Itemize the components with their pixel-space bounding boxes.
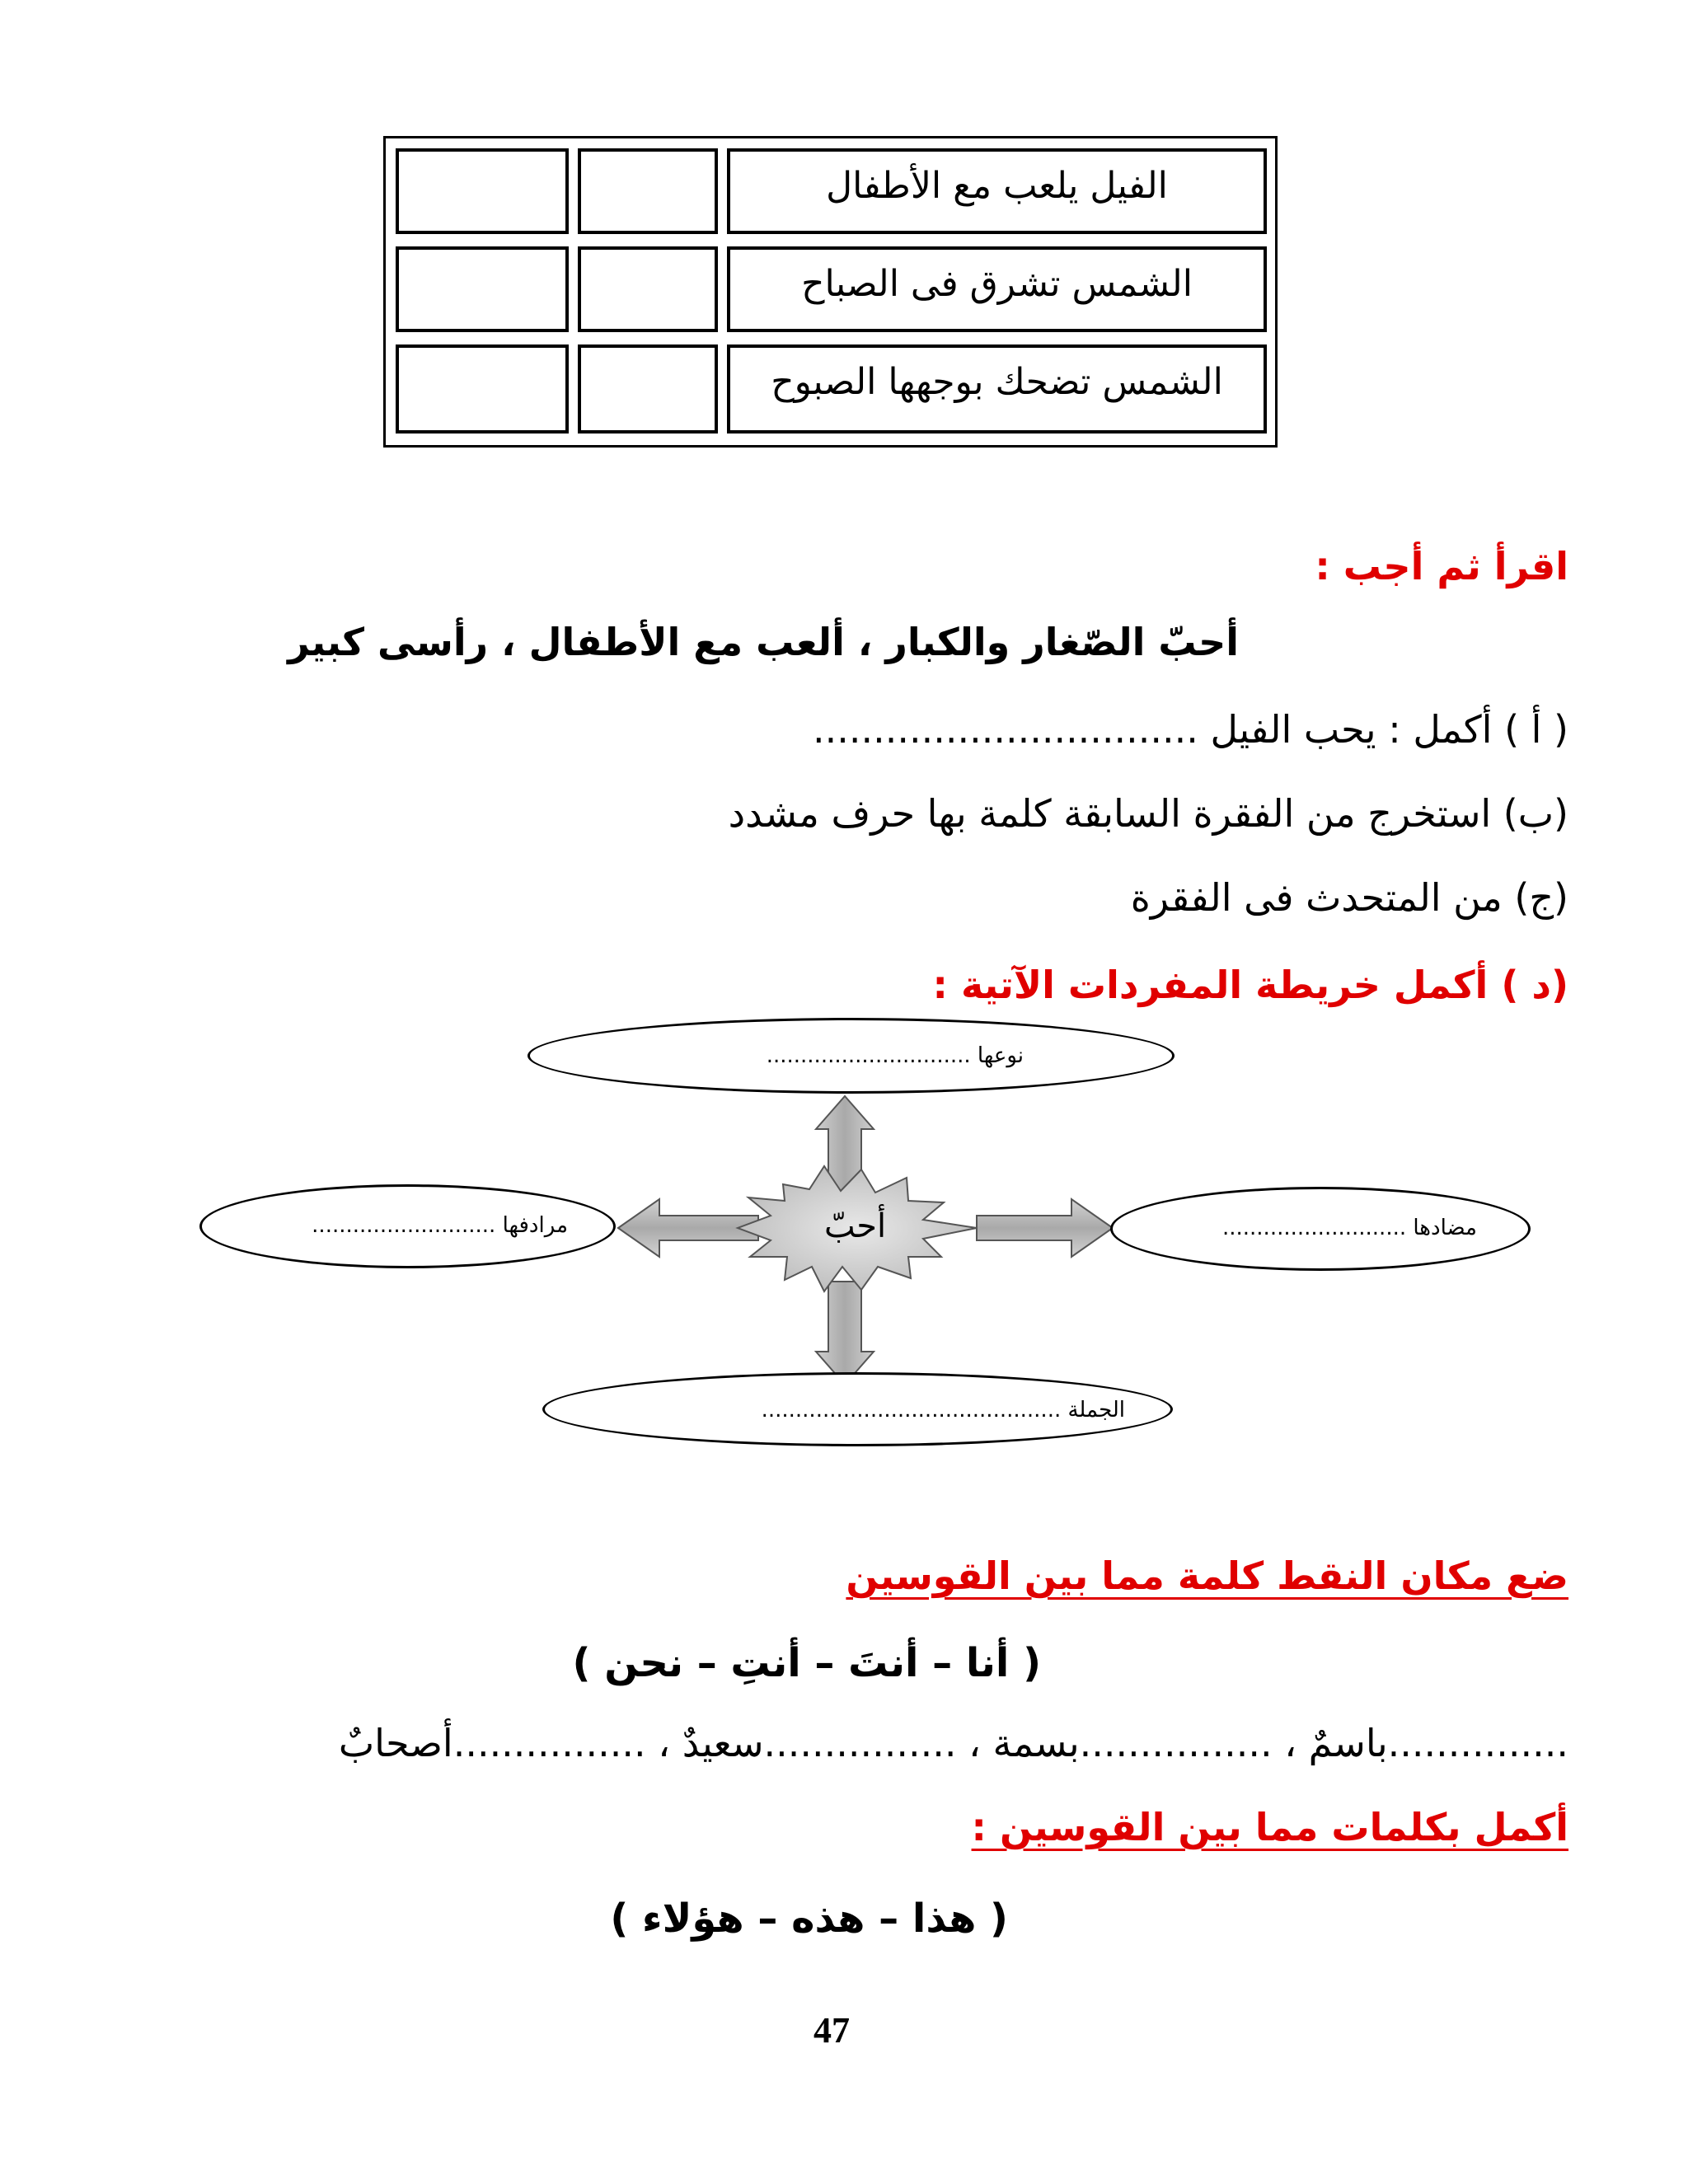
oval-sentence-label: الجملة ............................................ [761, 1398, 1125, 1422]
choices-pronouns: ( أنا – أنتَ – أنتِ – نحن ) [572, 1640, 1041, 1686]
table-cell-empty[interactable] [578, 246, 718, 332]
table-sentence: الشمس تشرق فى الصباح [801, 263, 1193, 305]
table-sentence: الشمس تضحك بوجهها الصبوح [771, 361, 1223, 403]
table-cell-empty[interactable] [396, 344, 569, 434]
arrow-down-icon [816, 1282, 874, 1385]
question-c: (ج) من المتحدث فى الفقرة [1130, 875, 1568, 920]
oval-synonym[interactable] [199, 1184, 616, 1268]
section-heading-fill-dots: ضع مكان النقط كلمة مما بين القوسين [846, 1554, 1568, 1598]
choices-demonstratives: ( هذا – هذه – هؤلاء ) [610, 1896, 1008, 1942]
table-cell-empty[interactable] [396, 246, 569, 332]
vocabulary-map [190, 1010, 1541, 1455]
table-cell-empty[interactable] [578, 148, 718, 234]
oval-type[interactable] [528, 1018, 1175, 1094]
section-heading-complete: أكمل بكلمات مما بين القوسين : [971, 1805, 1568, 1849]
fill-in-line: ...............باسمٌ ، ................بسمة ، ................سعيدٌ ، ................أصحابٌ [338, 1721, 1568, 1765]
sentence-table [383, 136, 1278, 448]
question-a: ( أ ) أكمل : يحب الفيل ................................ [813, 707, 1568, 752]
table-cell-empty[interactable] [396, 148, 569, 234]
oval-sentence[interactable] [542, 1372, 1173, 1446]
oval-synonym-label: مرادفها ........................... [312, 1213, 568, 1238]
table-row [727, 148, 1267, 234]
table-row [727, 246, 1267, 332]
page-number: 47 [814, 2010, 850, 2050]
center-word: أحبّ [824, 1207, 887, 1245]
reading-passage: أحبّ الصّغار والكبار ، ألعب مع الأطفال ، رأسى كبير [288, 620, 1239, 664]
question-b: (ب) استخرج من الفقرة السابقة كلمة بها حرف مشدد [728, 791, 1568, 836]
oval-type-label: نوعها .............................. [766, 1043, 1024, 1068]
arrow-right-icon [977, 1199, 1113, 1257]
question-d: (د ) أكمل خريطة المفردات الآتية : [932, 963, 1568, 1007]
table-sentence: الفيل يلعب مع الأطفال [826, 165, 1168, 207]
oval-antonym[interactable] [1110, 1187, 1531, 1271]
oval-antonym-label: مضادها ........................... [1221, 1216, 1477, 1240]
section-heading-read-answer: اقرأ ثم أجب : [1315, 544, 1568, 588]
table-cell-empty[interactable] [578, 344, 718, 434]
table-row [727, 344, 1267, 434]
